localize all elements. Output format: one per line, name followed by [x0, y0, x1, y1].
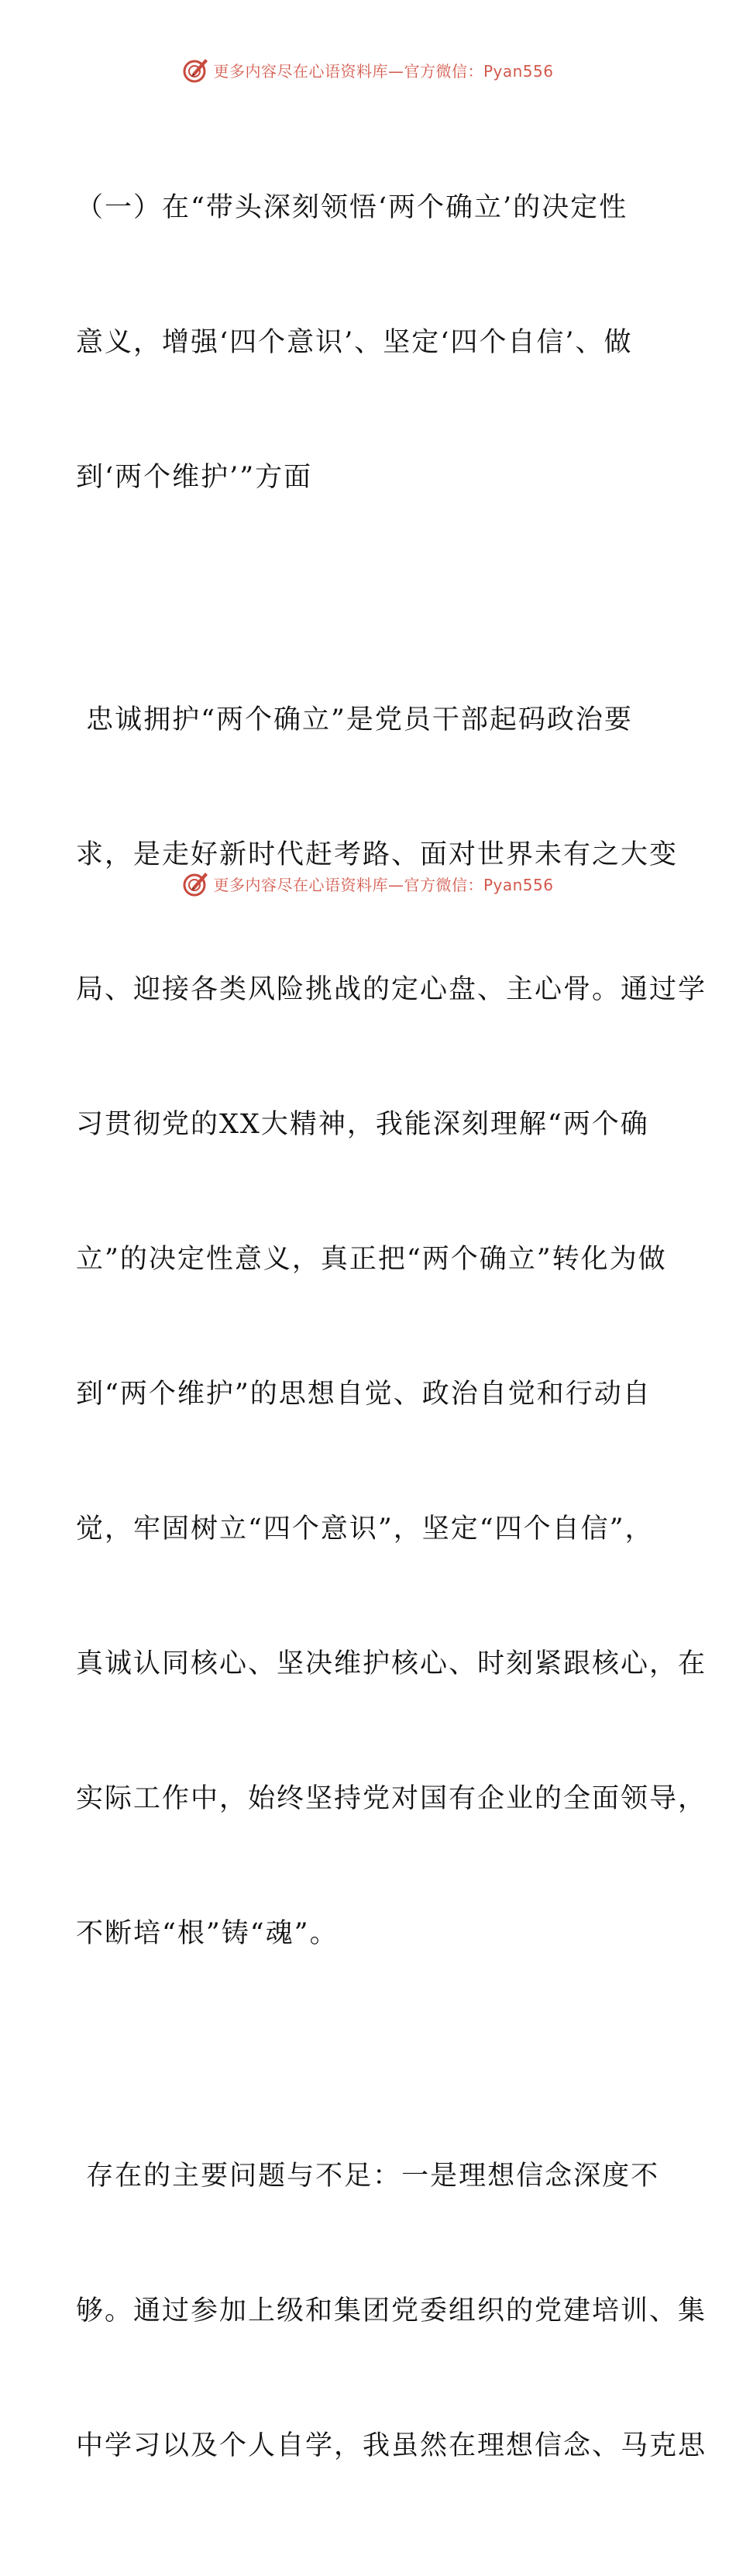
paragraph-line: 中学习以及个人自学，我虽然在理想信念、马克思	[76, 2430, 707, 2461]
paragraph-line: 忠诚拥护“两个确立”是党员干部起码政治要	[76, 704, 633, 735]
paragraph-line: 到“两个维护”的思想自觉、政治自觉和行动自	[76, 1379, 652, 1410]
paragraph-line: 真诚认同核心、坚决维护核心、时刻紧跟核心，在	[76, 1648, 707, 1679]
watermark-text: 更多内容尽在心语资料库—官方微信：Pyan556	[213, 61, 554, 81]
paragraph-problems	[76, 2064, 707, 2558]
paragraph-line: 够。通过参加上级和集团党委组织的党建培训、集	[76, 2295, 707, 2326]
paragraph-line: 不断培“根”铸“魂”。	[76, 1918, 339, 1949]
paragraph-line: 立”的决定性意义，真正把“两个确立”转化为做	[76, 1244, 667, 1275]
heading-line: 意义，增强‘四个意识’、坚定‘四个自信’、做	[76, 327, 633, 358]
heading-line: 到‘两个维护’”方面	[76, 462, 313, 493]
watermark-text: 更多内容尽在心语资料库—官方微信：Pyan556	[213, 875, 554, 894]
watermark-header	[0, 54, 736, 85]
paragraph-line: 求，是走好新时代赶考路、面对世界未有之大变	[76, 839, 679, 870]
paragraph-line: 实际工作中，始终坚持党对国有企业的全面领导，	[76, 1783, 707, 1814]
pen-circle-logo-icon	[182, 870, 210, 897]
paragraph-line: 局、迎接各类风险挑战的定心盘、主心骨。通过学	[76, 974, 707, 1005]
paragraph-line: 觉，牢固树立“四个意识”，坚定“四个自信”，	[76, 1514, 654, 1545]
section-heading	[76, 95, 665, 590]
watermark-footer	[0, 868, 736, 899]
heading-line: （一）在“带头深刻领悟‘两个确立’的决定性	[76, 192, 628, 223]
document-body	[76, 95, 707, 2576]
paragraph-line: 习贯彻党的XX大精神，我能深刻理解“两个确	[76, 1109, 649, 1140]
pen-circle-logo-icon	[182, 56, 210, 84]
paragraph-line: 存在的主要问题与不足：一是理想信念深度不	[76, 2161, 660, 2192]
paragraph-loyalty	[76, 608, 707, 2046]
